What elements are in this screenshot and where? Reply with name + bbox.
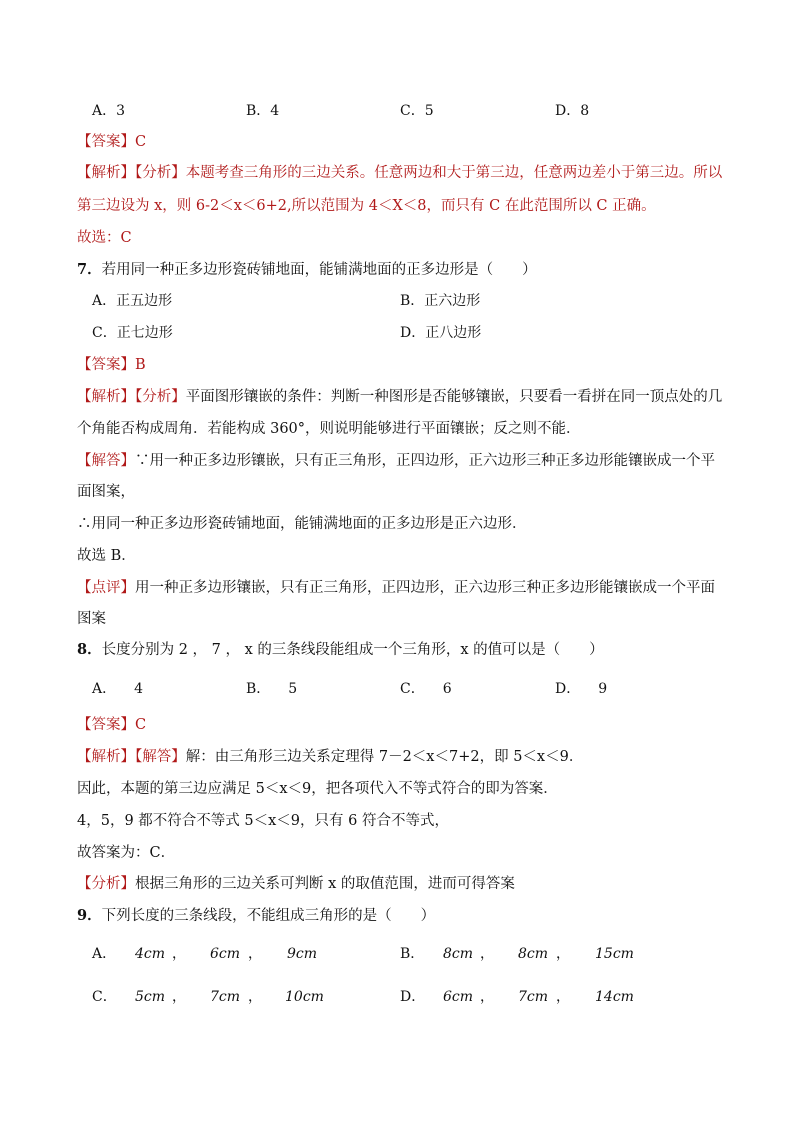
q7-analysis-line-1 [77, 387, 722, 407]
analysis-tag: 【解析】【分析】 [77, 165, 186, 181]
analysis-text: 本题考查三角形的三边关系。任意两边和大于第三边，任意两边差小于第三边。所以 [185, 165, 723, 181]
q7-answer [77, 355, 146, 375]
q9-option-b-letter: B． [400, 946, 425, 962]
q8-answer [77, 715, 146, 735]
q7-solution-line-3: ∴用同一种正多边形瓷砖铺地面，能铺满地面的正多边形是正六边形． [77, 516, 527, 532]
q6-option-c: C．5 [400, 103, 434, 119]
q7-stem [77, 260, 537, 280]
q9-option-d-len1: 6cm [443, 989, 474, 1005]
solution-text: ∵用一种正多边形镶嵌，只有正三角形，正四边形，正六边形三种正多边形能镶嵌成一个平 [135, 453, 715, 469]
comment-tag: 【点评】 [77, 580, 135, 596]
method-text: 根据三角形的三边关系可判断 x 的取值范围，进而可得答案 [135, 876, 515, 892]
q8-method [77, 874, 515, 894]
q6-option-d: D．8 [555, 103, 590, 119]
q7-solution-line-2: 面图案， [77, 484, 135, 500]
option-value: 9 [598, 681, 608, 697]
option-letter: A． [92, 681, 117, 697]
option-value: 6 [442, 681, 452, 697]
q7-comment-line-1 [77, 578, 715, 598]
q6-option-b: B．4 [246, 103, 280, 119]
analysis-text: 解：由三角形三边关系定理得 7－2＜x＜7+2，即 5＜x＜9． [185, 749, 584, 765]
q7-option-d: D．正八边形 [400, 325, 482, 341]
q9-option-d-letter: D． [400, 989, 426, 1005]
q8-analysis-line-1 [77, 747, 583, 767]
option-letter: B． [246, 681, 271, 697]
q7-option-c: C．正七边形 [92, 325, 173, 341]
option-letter: C． [400, 681, 425, 697]
separator: ， [556, 946, 570, 962]
question-number: 9． [77, 907, 102, 924]
q7-option-a: A．正五边形 [92, 293, 173, 309]
answer-tag: 【答案】 [77, 134, 135, 150]
q6-analysis-line-2: 第三边设为 x，则 6-2＜x＜6+2,所以范围为 4＜X＜8，而只有 C 在此范围所以 C 正确。 [77, 198, 656, 214]
separator: ， [556, 989, 570, 1005]
separator: ， [172, 989, 186, 1005]
q8-analysis-line-3: 4，5，9 都不符合不等式 5＜x＜9，只有 6 符合不等式， [77, 813, 449, 829]
q8-option-a [92, 679, 143, 699]
q9-option-c-len3: 10cm [285, 989, 324, 1005]
separator: ， [480, 946, 494, 962]
q6-analysis-line-1 [77, 163, 722, 183]
q9-option-c-len2: 7cm [210, 989, 241, 1005]
analysis-tag: 【解析】【分析】 [77, 389, 186, 405]
q9-option-a-len2: 6cm [210, 946, 241, 962]
option-value: 5 [288, 681, 298, 697]
q7-option-b: B．正六边形 [400, 293, 481, 309]
option-value: 4 [134, 681, 144, 697]
q6-choice: 故选：C [77, 230, 132, 246]
question-text: 若用同一种正多边形瓷砖铺地面，能铺满地面的正多边形是（ ） [101, 262, 537, 278]
q9-option-a-letter: A． [92, 946, 117, 962]
q8-stem [77, 640, 604, 660]
question-number: 8． [77, 641, 102, 658]
answer-tag: 【答案】 [77, 717, 135, 733]
q8-analysis-line-4: 故答案为：C． [77, 845, 176, 861]
answer-value: C [135, 134, 147, 150]
question-text: 长度分别为 2 ， 7 ， x 的三条线段能组成一个三角形，x 的值可以是（ ） [101, 642, 604, 658]
q9-option-d-len2: 7cm [518, 989, 549, 1005]
analysis-tag: 【解析】【解答】 [77, 749, 186, 765]
q9-option-c-letter: C． [92, 989, 117, 1005]
q7-comment-line-2: 图案 [77, 611, 106, 627]
question-number: 7． [77, 261, 102, 278]
q6-answer [77, 132, 146, 152]
answer-tag: 【答案】 [77, 357, 135, 373]
q9-option-b-len2: 8cm [518, 946, 549, 962]
q6-option-a: A．3 [92, 103, 126, 119]
q9-option-b-len3: 15cm [595, 946, 634, 962]
separator: ， [172, 946, 186, 962]
method-tag: 【分析】 [77, 876, 135, 892]
q7-analysis-line-2: 个角能否构成周角．若能构成 360°，则说明能够进行平面镶嵌；反之则不能． [77, 421, 581, 437]
answer-value: C [135, 717, 147, 733]
q8-option-b [246, 679, 297, 699]
q8-analysis-line-2: 因此，本题的第三边应满足 5＜x＜9，把各项代入不等式符合的即为答案． [77, 781, 558, 797]
q8-option-d [555, 679, 607, 699]
q9-option-a-len1: 4cm [135, 946, 166, 962]
separator: ， [248, 946, 262, 962]
q9-option-b-len1: 8cm [443, 946, 474, 962]
q9-option-c-len1: 5cm [135, 989, 166, 1005]
q9-stem [77, 906, 435, 926]
answer-value: B [135, 357, 146, 373]
q7-solution-line-1 [77, 451, 715, 471]
q9-option-d-len3: 14cm [595, 989, 634, 1005]
analysis-text: 平面图形镶嵌的条件：判断一种图形是否能够镶嵌，只要看一看拼在同一顶点处的几 [185, 389, 723, 405]
option-letter: D． [555, 681, 581, 697]
q9-option-a-len3: 9cm [287, 946, 318, 962]
q8-option-c [400, 679, 452, 699]
solution-tag: 【解答】 [77, 453, 135, 469]
question-text: 下列长度的三条线段，不能组成三角形的是（ ） [101, 908, 436, 924]
separator: ， [480, 989, 494, 1005]
q7-choice: 故选 B． [77, 548, 136, 564]
separator: ， [248, 989, 262, 1005]
comment-text: 用一种正多边形镶嵌，只有正三角形，正四边形，正六边形三种正多边形能镶嵌成一个平面 [135, 580, 715, 596]
